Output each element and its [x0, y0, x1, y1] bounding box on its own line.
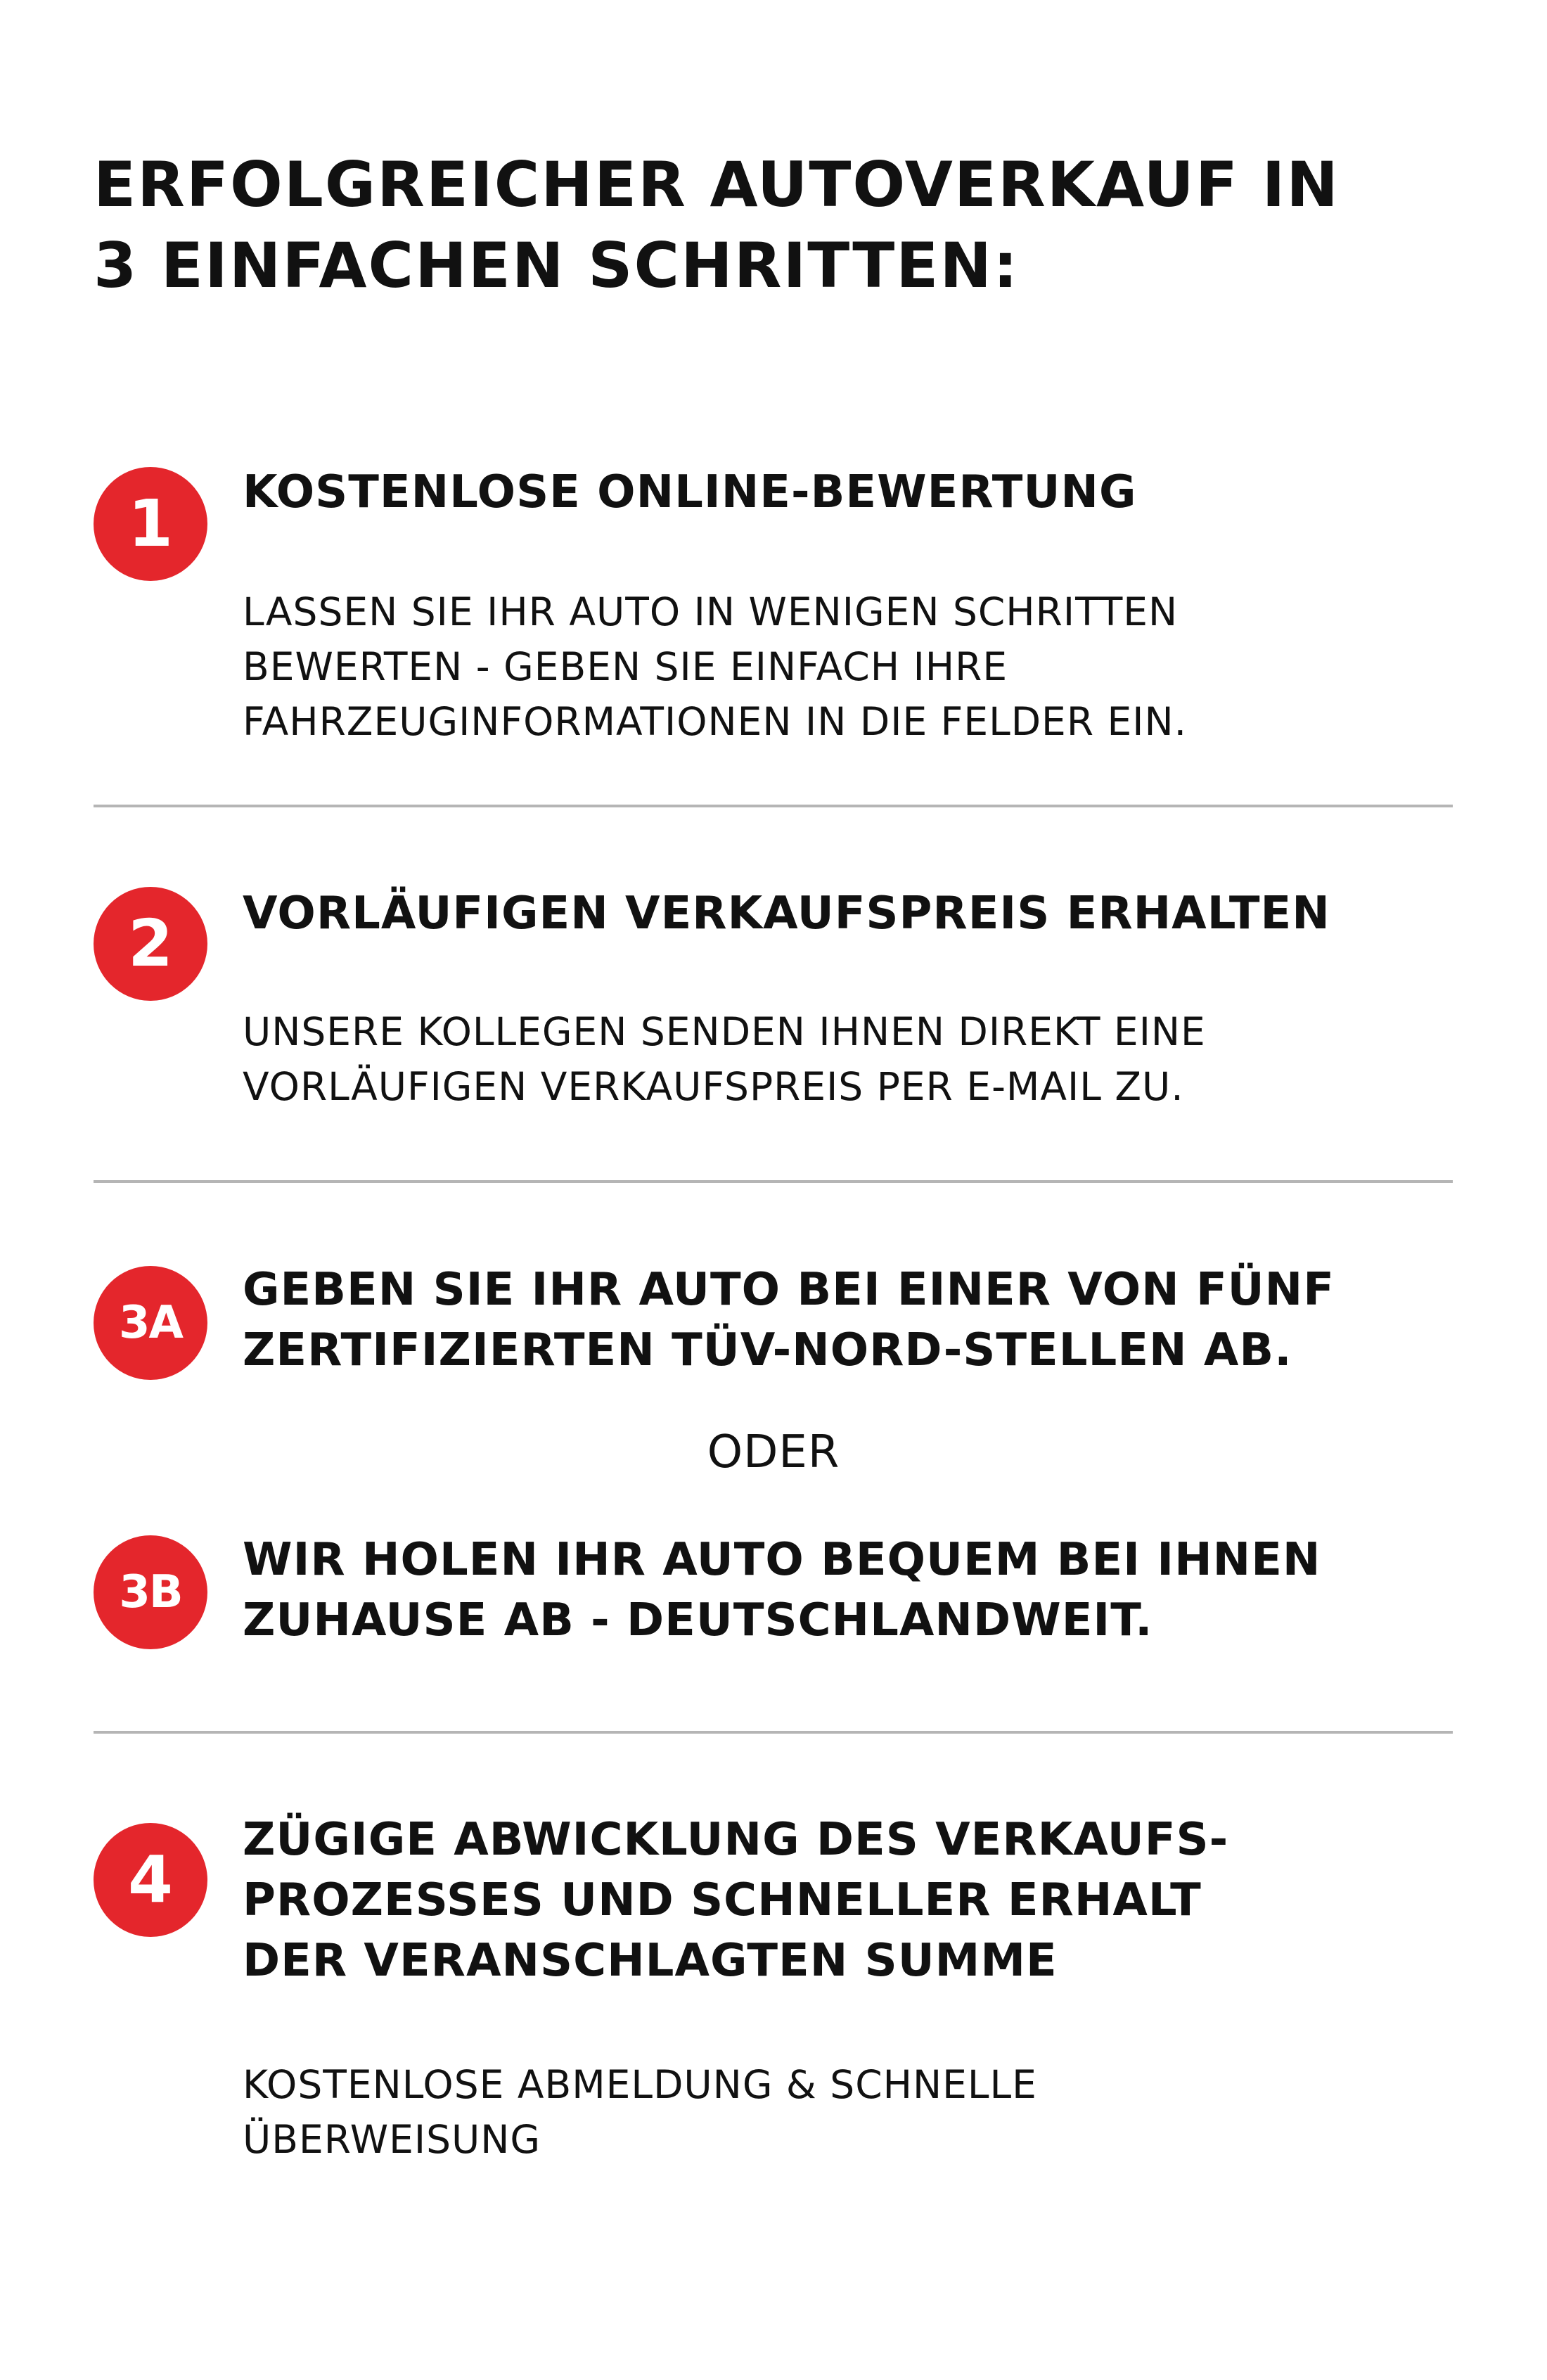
step-4-heading-line: PROZESSES UND SCHNELLER ERHALT	[243, 1874, 1202, 1926]
step-2-number: 2	[127, 906, 173, 981]
page-title-line-1: ERFOLGREICHER AUTOVERKAUF IN	[94, 148, 1340, 221]
step-4-description-line: KOSTENLOSE ABMELDUNG & SCHNELLE	[243, 2062, 1037, 2107]
step-3a-heading	[243, 1260, 1480, 1381]
oder-separator: ODER	[707, 1426, 840, 1478]
step-2-description-line: UNSERE KOLLEGEN SENDEN IHNEN DIREKT EINE	[243, 1009, 1206, 1054]
step-4-number: 4	[127, 1842, 173, 1917]
step-4-heading-line: DER VERANSCHLAGTEN SUMME	[243, 1935, 1058, 1987]
step-4-badge	[94, 1823, 207, 1937]
step-3b-heading-line: ZUHAUSE AB - DEUTSCHLANDWEIT.	[243, 1594, 1153, 1646]
step-1-description	[243, 584, 1480, 749]
step-3b-badge	[94, 1535, 207, 1649]
step-3a-heading-line: GEBEN SIE IHR AUTO BEI EINER VON FÜNF	[243, 1264, 1335, 1316]
step-4-description-line: ÜBERWEISUNG	[243, 2117, 541, 2162]
step-3b-heading-line: WIR HOLEN IHR AUTO BEQUEM BEI IHNEN	[243, 1534, 1321, 1586]
step-4-description	[243, 2057, 1480, 2167]
page-title	[94, 144, 1472, 306]
step-4-heading	[243, 1810, 1480, 1991]
step-3a-badge	[94, 1266, 207, 1380]
step-3b-heading	[243, 1530, 1480, 1651]
step-1-description-line: BEWERTEN - GEBEN SIE EINFACH IHRE	[243, 644, 1008, 689]
step-3a-heading-line: ZERTIFIZIERTEN TÜV-NORD-STELLEN AB.	[243, 1324, 1292, 1376]
step-1-description-line: FAHRZEUGINFORMATIONEN IN DIE FELDER EIN.	[243, 699, 1188, 744]
divider-2	[94, 1180, 1453, 1183]
step-2-badge	[94, 887, 207, 1001]
step-3b-number: 3B	[119, 1566, 182, 1618]
step-4-heading-line: ZÜGIGE ABWICKLUNG DES VERKAUFS-	[243, 1814, 1229, 1866]
step-1-number: 1	[127, 486, 173, 561]
divider-3	[94, 1731, 1453, 1734]
step-2-description-line: VORLÄUFIGEN VERKAUFSPREIS PER E-MAIL ZU.	[243, 1064, 1184, 1109]
step-2-heading: VORLÄUFIGEN VERKAUFSPREIS ERHALTEN	[243, 888, 1330, 940]
page-title-line-2: 3 EINFACHEN SCHRITTEN:	[94, 229, 1020, 302]
step-3a-number: 3A	[118, 1297, 183, 1349]
step-1-badge	[94, 467, 207, 581]
step-1-heading: KOSTENLOSE ONLINE-BEWERTUNG	[243, 466, 1137, 518]
divider-1	[94, 805, 1453, 807]
step-1-description-line: LASSEN SIE IHR AUTO IN WENIGEN SCHRITTEN	[243, 589, 1179, 634]
step-2-description	[243, 1004, 1480, 1114]
